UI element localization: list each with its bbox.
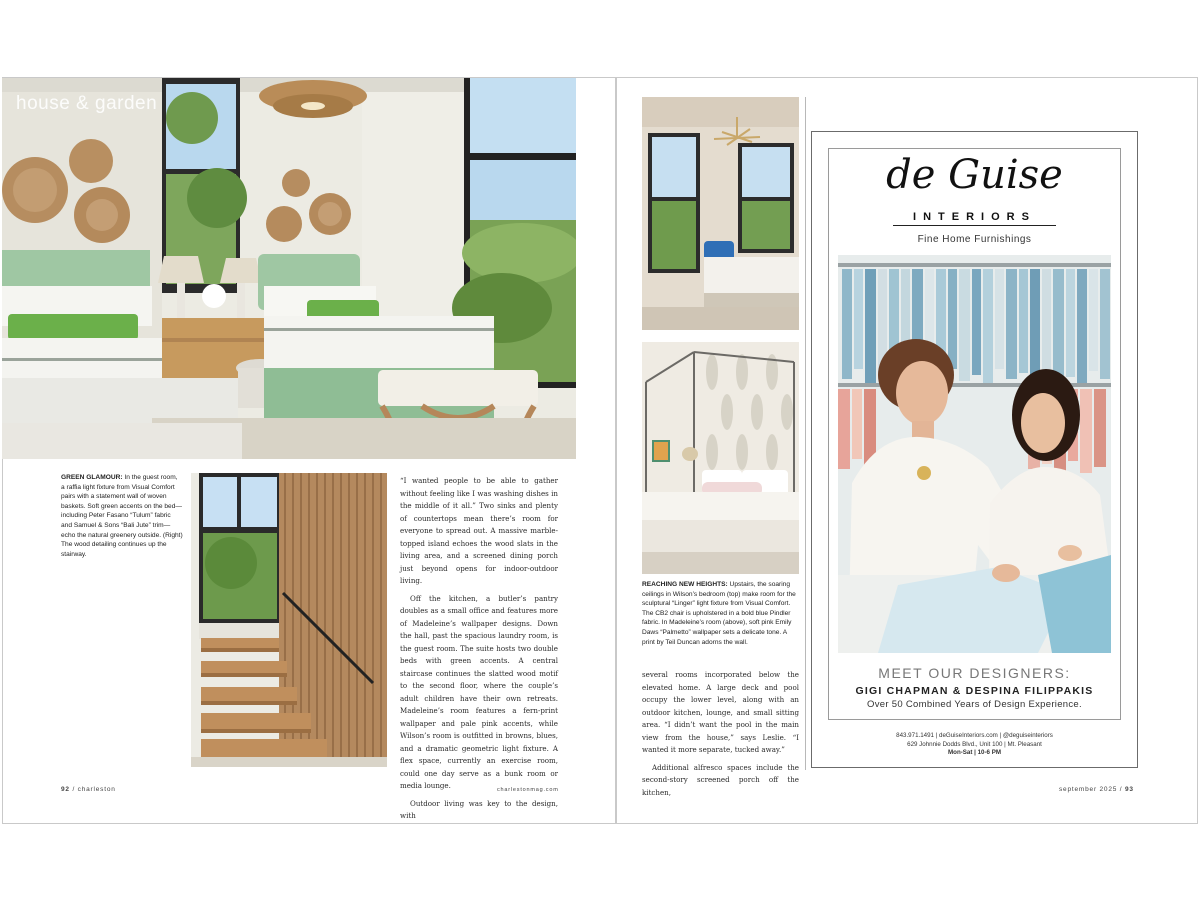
right-body-paragraph: Additional alfresco spaces include the second-story screened porch off the kitchen,	[642, 762, 799, 797]
right-page-number: 93	[1125, 786, 1134, 793]
ad-brand-subtitle: INTERIORS	[913, 211, 1036, 223]
right-body-column	[642, 669, 799, 804]
right-folio-date: september 2025	[1059, 786, 1118, 793]
guest-room-illustration	[2, 78, 576, 459]
madeleine-room-photo	[642, 342, 799, 574]
ad-designer-names: GIGI CHAPMAN & DESPINA FILIPPAKIS	[855, 685, 1094, 697]
left-caption	[61, 473, 183, 559]
left-caption-heading: GREEN GLAMOUR:	[61, 474, 123, 481]
ad-designers-illustration	[838, 255, 1111, 653]
left-page-number: 92	[61, 786, 70, 793]
wilson-bedroom-illustration	[642, 97, 799, 330]
ad-experience-line: Over 50 Combined Years of Design Experience.	[867, 699, 1082, 710]
right-folio: september 2025 / 93	[1059, 786, 1134, 793]
left-folio: 92 / charleston	[61, 786, 116, 793]
ad-designers-photo	[838, 255, 1111, 653]
ad-tagline: Fine Home Furnishings	[917, 234, 1032, 245]
ad-contact-phone-web: 843.971.1491 | deGuiseInteriors.com | @deguiseinteriors	[896, 732, 1053, 739]
wilson-bedroom-photo	[642, 97, 799, 330]
left-magazine-name: charleston	[77, 786, 116, 793]
madeleine-room-illustration	[642, 342, 799, 574]
ad-brand-underline	[893, 225, 1056, 226]
right-caption	[642, 580, 800, 647]
left-body-paragraph: Off the kitchen, a butler’s pantry doubles as a small office and features more of Madeleine’s wallpaper designs. Down the hall, past the spacious laundry room, is the guest room. The suite hosts two double beds with green accents. A central staircase continues the slatted wood motif to the second floor, where the couple’s adult children have their own retreats. Madeleine’s room features a fern-print wallpaper and pale pink accents, while Wilson’s room is outfitted in browns, blues, and a dramatic geometric light fixture. A flex space, currently an exercise room, could one day serve as a bunk room or media lounge.	[400, 593, 558, 790]
ad-contact-block	[828, 732, 1121, 758]
right-body-paragraph: several rooms incorporated below the elevated home. A large deck and pool occupy the lower level, along with an outdoor kitchen, lounge, and small sitting area. “I didn’t want the pool in the main view from the house,” says Leslie. “I wanted it more separate, tucked away.”	[642, 670, 799, 754]
guest-room-photo	[2, 78, 576, 459]
left-body-paragraph: Outdoor living was key to the design, with	[400, 798, 558, 820]
ad-brand-logo: de Guise	[886, 152, 1063, 198]
right-caption-heading: REACHING NEW HEIGHTS:	[642, 581, 728, 588]
stairway-illustration	[191, 473, 387, 767]
column-divider	[805, 97, 806, 770]
ad-contact-address: 629 Johnnie Dodds Blvd., Unit 100 | Mt. Pleasant	[907, 740, 1042, 748]
section-label: house & garden	[16, 93, 158, 114]
ad-meet-heading: MEET OUR DESIGNERS:	[878, 665, 1071, 681]
left-body-column	[400, 475, 558, 828]
left-caption-text: In the guest room, a raffia light fixture from Visual Comfort pairs with a statement wall of woven baskets. Soft green accents on the bed—including Peter Fasano “Tulum” fabric and Samuel & Sons “Bali Jute” trim—echo the natural greenery outside. (Right) The wood detailing continues up the stairway.	[61, 474, 183, 558]
left-body-paragraph: “I wanted people to be able to gather without feeling like I was washing dishes in the middle of it all.” Two sinks and plenty of countertops mean there’s room for everyone to spread out. A massive marble-topped island echoes the wood slats in the living area, and a screened dining porch just beyond opens for indoor-outdoor living.	[400, 476, 558, 585]
ad-contact-hours: Mon-Sat | 10-6 PM	[948, 749, 1001, 756]
stairway-photo	[191, 473, 387, 767]
left-folio-url: charlestonmag.com	[497, 787, 559, 793]
right-caption-text: Upstairs, the soaring ceilings in Wilson’s bedroom (top) make room for the sculptural “Linger” light fixture from Visual Comfort. The CB2 chair is upholstered in a bold blue Pindler fabric. In Madeleine’s room (above), soft pink Emily Daws “Palmetto” wallpaper sets a delicate tone. A print by Teil Duncan adorns the wall.	[642, 581, 796, 646]
